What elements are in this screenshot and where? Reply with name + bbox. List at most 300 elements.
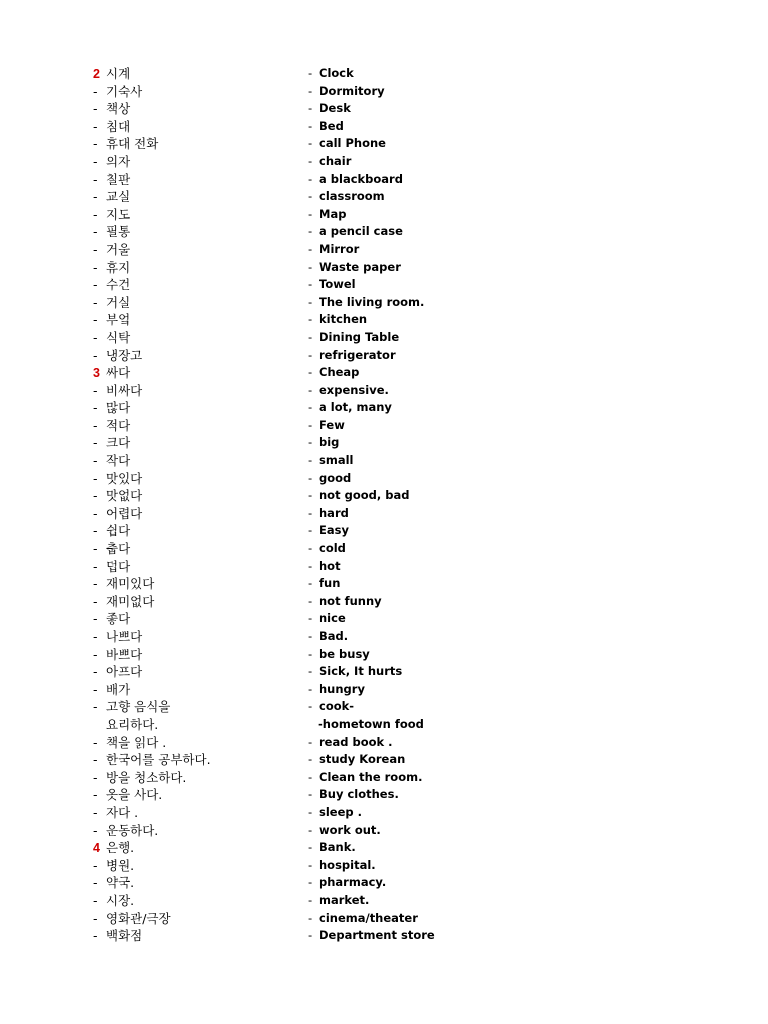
- bullet-dash: -: [308, 928, 313, 943]
- korean-term: [93, 399, 130, 417]
- korean-word: 작다: [106, 453, 131, 469]
- bullet-dash: -: [93, 259, 98, 275]
- bullet-dash: -: [308, 101, 313, 116]
- vocab-row: [0, 558, 768, 576]
- korean-word: 식탁: [106, 329, 131, 345]
- bullet-dash: -: [308, 558, 313, 573]
- bullet-dash: -: [93, 734, 98, 750]
- english-word: Dormitory: [319, 83, 385, 98]
- korean-term: [93, 698, 170, 716]
- korean-term: [93, 857, 134, 875]
- english-word: call Phone: [319, 136, 386, 151]
- english-word: not good, bad: [319, 488, 410, 503]
- korean-word: 교실: [106, 189, 131, 205]
- english-meaning: [308, 505, 349, 523]
- english-word: Bank.: [319, 840, 356, 855]
- english-word: refrigerator: [319, 347, 396, 362]
- bullet-dash: -: [93, 347, 98, 363]
- bullet-dash: -: [308, 488, 313, 503]
- english-word: pharmacy.: [319, 875, 387, 890]
- bullet-dash: -: [93, 558, 98, 574]
- korean-word: 냉장고: [106, 347, 143, 363]
- english-meaning: [308, 188, 385, 206]
- vocab-row: [0, 734, 768, 752]
- english-meaning: [308, 822, 381, 840]
- korean-word: 기숙사: [106, 83, 143, 99]
- english-word: Clock: [319, 66, 354, 80]
- korean-word: 요리하다.: [106, 716, 159, 732]
- english-word: Department store: [319, 928, 435, 943]
- vocab-row: [0, 487, 768, 505]
- korean-term: [93, 593, 154, 611]
- korean-term: [93, 452, 130, 470]
- korean-word: 부엌: [106, 312, 131, 328]
- bullet-dash: -: [93, 101, 98, 117]
- korean-word: 시계: [106, 66, 131, 81]
- bullet-dash: -: [308, 910, 313, 925]
- bullet-dash: -: [308, 629, 313, 643]
- bullet-dash: -: [93, 928, 98, 944]
- bullet-dash: -: [308, 505, 313, 520]
- korean-term: [93, 294, 130, 312]
- english-meaning: [308, 399, 392, 417]
- english-meaning: [308, 874, 386, 892]
- bullet-dash: -: [308, 892, 313, 907]
- english-word: chair: [319, 153, 352, 168]
- english-meaning: [308, 470, 351, 488]
- english-word: Bed: [319, 118, 344, 133]
- vocab-row: [0, 769, 768, 787]
- bullet-dash: -: [93, 171, 98, 187]
- english-meaning: [308, 892, 369, 910]
- vocab-row: [0, 118, 768, 136]
- english-meaning: [308, 839, 356, 857]
- korean-term: [93, 734, 166, 752]
- english-meaning: [308, 83, 385, 101]
- bullet-dash: -: [93, 664, 98, 680]
- korean-term: [93, 786, 162, 804]
- vocab-row: [0, 452, 768, 470]
- english-word: Bad.: [319, 629, 349, 643]
- korean-term: [93, 874, 134, 892]
- vocab-row: [0, 646, 768, 664]
- english-meaning: [308, 347, 396, 365]
- korean-term: [93, 751, 211, 769]
- english-meaning: [308, 540, 346, 558]
- english-word: Desk: [319, 101, 351, 116]
- bullet-dash: -: [308, 453, 313, 468]
- english-meaning: [308, 646, 370, 664]
- bullet-dash: -: [308, 611, 313, 626]
- bullet-dash: -: [93, 787, 98, 803]
- bullet-dash: -: [308, 417, 313, 432]
- korean-word: 옷을 사다.: [106, 787, 163, 803]
- english-meaning: [308, 118, 344, 136]
- english-word: cinema/theater: [319, 910, 418, 925]
- english-meaning: [308, 769, 422, 787]
- korean-term: [93, 65, 130, 84]
- korean-term: [93, 118, 130, 136]
- korean-word: 휴대 전화: [106, 136, 159, 152]
- korean-term: [93, 311, 130, 329]
- vocab-row: [0, 751, 768, 769]
- bullet-dash: -: [93, 910, 98, 926]
- bullet-dash: -: [308, 206, 313, 221]
- vocab-row: [0, 610, 768, 628]
- korean-term: [93, 259, 130, 277]
- vocab-row: [0, 575, 768, 593]
- vocab-row: [0, 188, 768, 206]
- vocab-row: [0, 857, 768, 875]
- vocab-row: [0, 522, 768, 540]
- korean-term: [93, 276, 130, 294]
- korean-word: 의자: [106, 153, 131, 169]
- korean-term: [93, 681, 130, 699]
- english-meaning: [308, 364, 359, 382]
- english-meaning: [308, 223, 403, 241]
- korean-term: [93, 540, 130, 558]
- korean-term: [93, 347, 142, 365]
- vocab-row-continuation: [0, 716, 768, 734]
- bullet-dash: -: [93, 875, 98, 891]
- english-meaning: [308, 206, 346, 224]
- english-meaning: [308, 259, 401, 277]
- bullet-dash: -: [308, 259, 313, 274]
- vocab-row: [0, 206, 768, 224]
- bullet-dash: -: [93, 646, 98, 662]
- english-meaning: [308, 135, 386, 153]
- bullet-dash: -: [308, 681, 313, 696]
- bullet-dash: -: [93, 435, 98, 451]
- english-meaning: [308, 927, 435, 945]
- korean-word: 한국어를 공부하다.: [106, 752, 211, 768]
- bullet-dash: -: [308, 365, 313, 380]
- vocab-row: [0, 434, 768, 452]
- vocab-row: [0, 663, 768, 681]
- korean-term: [93, 83, 142, 101]
- vocab-row: [0, 382, 768, 400]
- korean-term: [93, 716, 158, 734]
- bullet-dash: -: [93, 541, 98, 557]
- bullet-dash: -: [93, 488, 98, 504]
- korean-word: 비싸다: [106, 382, 143, 398]
- english-meaning: [308, 241, 359, 259]
- english-meaning: [308, 417, 345, 435]
- korean-word: 은행.: [106, 840, 135, 856]
- korean-word: 휴지: [106, 259, 131, 275]
- english-meaning: [308, 382, 389, 400]
- english-meaning: [308, 434, 339, 452]
- english-meaning: [308, 610, 346, 628]
- english-word: kitchen: [319, 312, 368, 327]
- bullet-dash: -: [308, 734, 313, 749]
- bullet-dash: -: [308, 224, 313, 239]
- bullet-dash: -: [93, 382, 98, 398]
- english-word: hungry: [319, 681, 365, 696]
- vocab-row: [0, 628, 768, 646]
- vocab-row: [0, 927, 768, 945]
- bullet-dash: -: [308, 593, 313, 608]
- korean-term: [93, 910, 171, 928]
- bullet-dash: -: [93, 400, 98, 416]
- english-meaning: [308, 681, 365, 699]
- korean-term: [93, 206, 130, 224]
- bullet-dash: -: [308, 189, 313, 204]
- bullet-dash: -: [93, 857, 98, 873]
- bullet-dash: -: [93, 83, 98, 99]
- bullet-dash: -: [93, 505, 98, 521]
- english-meaning: [308, 786, 399, 804]
- bullet-dash: -: [308, 646, 313, 661]
- bullet-dash: -: [93, 329, 98, 345]
- vocab-row: [0, 786, 768, 804]
- english-word: Sick, It hurts: [319, 664, 403, 679]
- english-meaning: [308, 558, 341, 576]
- vocab-row: [0, 892, 768, 910]
- english-meaning: [308, 857, 376, 875]
- korean-word: 아프다: [106, 664, 143, 680]
- korean-word: 재미없다: [106, 593, 155, 609]
- vocab-row: [0, 347, 768, 365]
- vocab-row: [0, 294, 768, 312]
- korean-word: 배가: [106, 681, 131, 697]
- english-meaning: [308, 522, 349, 540]
- english-meaning: [308, 153, 351, 171]
- vocab-row: [0, 364, 768, 382]
- korean-word: 덥다: [106, 558, 131, 574]
- bullet-dash: -: [93, 312, 98, 328]
- korean-term: [93, 417, 130, 435]
- korean-term: [93, 434, 130, 452]
- bullet-dash: -: [93, 153, 98, 169]
- english-word: hot: [319, 558, 341, 573]
- bullet-dash: -: [308, 541, 313, 556]
- vocab-row: [0, 83, 768, 101]
- korean-word: 방을 청소하다.: [106, 769, 187, 785]
- english-word: The living room.: [319, 294, 425, 309]
- korean-term: [93, 892, 134, 910]
- english-word: not funny: [319, 593, 382, 608]
- english-word: classroom: [319, 189, 385, 204]
- vocab-row: [0, 135, 768, 153]
- korean-term: [93, 153, 130, 171]
- english-word: Easy: [319, 523, 349, 538]
- korean-term: [93, 663, 142, 681]
- english-meaning: [308, 311, 367, 329]
- bullet-dash: -: [308, 576, 313, 591]
- vocab-row: [0, 399, 768, 417]
- bullet-dash: -: [93, 417, 98, 433]
- korean-word: 춥다: [106, 541, 131, 557]
- korean-word: 쉽다: [106, 523, 131, 539]
- bullet-dash: -: [308, 857, 313, 872]
- english-word: expensive.: [319, 382, 389, 397]
- korean-word: 운동하다.: [106, 822, 159, 838]
- bullet-dash: -: [93, 804, 98, 820]
- bullet-dash: -: [308, 118, 313, 133]
- bullet-dash: -: [308, 83, 313, 98]
- korean-term: [93, 505, 142, 523]
- bullet-dash: -: [308, 66, 313, 80]
- korean-word: 수건: [106, 277, 131, 293]
- section-number: 3: [93, 366, 100, 381]
- korean-term: [93, 769, 186, 787]
- english-word: hospital.: [319, 857, 376, 872]
- bullet-dash: -: [308, 787, 313, 802]
- english-meaning: [308, 663, 402, 681]
- korean-word: 거실: [106, 294, 131, 310]
- bullet-dash: -: [308, 523, 313, 538]
- bullet-dash: -: [308, 312, 313, 327]
- vocab-row: [0, 276, 768, 294]
- korean-term: [93, 241, 130, 259]
- bullet-dash: -: [93, 189, 98, 205]
- korean-word: 좋다: [106, 611, 131, 627]
- vocab-row: [0, 593, 768, 611]
- korean-term: [93, 135, 158, 153]
- bullet-dash: -: [93, 576, 98, 592]
- korean-word: 자다 .: [106, 804, 139, 820]
- vocab-row: [0, 822, 768, 840]
- bullet-dash: -: [93, 769, 98, 785]
- english-meaning: [308, 171, 403, 189]
- english-meaning: [308, 575, 340, 593]
- korean-term: [93, 364, 130, 383]
- bullet-dash: -: [308, 347, 313, 362]
- korean-word: 바쁘다: [106, 646, 143, 662]
- bullet-dash: -: [308, 752, 313, 767]
- english-word: study Korean: [319, 752, 406, 767]
- korean-term: [93, 804, 138, 822]
- vocab-row: [0, 910, 768, 928]
- english-word: Map: [319, 206, 347, 221]
- english-word: market.: [319, 892, 370, 907]
- korean-word: 크다: [106, 435, 131, 451]
- english-word: Buy clothes.: [319, 787, 399, 802]
- bullet-dash: -: [93, 593, 98, 609]
- english-meaning: [308, 329, 399, 347]
- section-number: 4: [93, 841, 100, 856]
- english-meaning: [308, 487, 409, 505]
- korean-word: 거울: [106, 241, 131, 257]
- bullet-dash: -: [308, 136, 313, 151]
- korean-term: [93, 522, 130, 540]
- vocab-row: [0, 171, 768, 189]
- korean-term: [93, 822, 158, 840]
- bullet-dash: -: [308, 804, 313, 819]
- english-meaning: [308, 65, 354, 83]
- english-word: Dining Table: [319, 329, 400, 344]
- korean-word: 시장.: [106, 892, 135, 908]
- bullet-dash: -: [308, 171, 313, 186]
- korean-word: 백화점: [106, 928, 143, 944]
- bullet-dash: -: [93, 206, 98, 222]
- korean-word: 맛있다: [106, 470, 143, 486]
- english-word: a lot, many: [319, 400, 392, 415]
- korean-word: 침대: [106, 118, 131, 134]
- english-meaning: [308, 751, 405, 769]
- bullet-dash: -: [93, 611, 98, 627]
- english-word: Few: [319, 417, 345, 432]
- bullet-dash: -: [93, 241, 98, 257]
- korean-word: 고향 음식을: [106, 699, 171, 715]
- english-word: be busy: [319, 646, 370, 661]
- english-word: cold: [319, 541, 346, 556]
- vocab-row: [0, 417, 768, 435]
- english-word: Clean the room.: [319, 769, 423, 784]
- bullet-dash: -: [308, 277, 313, 292]
- english-word: cook-: [319, 699, 355, 714]
- bullet-dash: -: [308, 840, 313, 855]
- bullet-dash: -: [308, 153, 313, 168]
- korean-word: 많다: [106, 400, 131, 416]
- bullet-dash: -: [93, 699, 98, 715]
- korean-term: [93, 628, 142, 646]
- korean-term: [93, 487, 142, 505]
- english-word: good: [319, 470, 352, 485]
- bullet-dash: -: [308, 294, 313, 309]
- vocab-row: [0, 65, 768, 83]
- korean-term: [93, 927, 142, 945]
- vocab-row: [0, 100, 768, 118]
- korean-word: 재미있다: [106, 576, 155, 592]
- bullet-dash: -: [308, 382, 313, 397]
- vocab-row: [0, 804, 768, 822]
- english-word: a blackboard: [319, 171, 403, 186]
- bullet-dash: -: [308, 329, 313, 344]
- bullet-dash: -: [308, 435, 313, 450]
- english-word: fun: [319, 576, 341, 591]
- korean-word: 약국.: [106, 875, 135, 891]
- english-word: Waste paper: [319, 259, 401, 274]
- bullet-dash: -: [93, 294, 98, 310]
- vocab-row: [0, 839, 768, 857]
- korean-term: [93, 329, 130, 347]
- english-word: big: [319, 435, 340, 450]
- bullet-dash: -: [93, 224, 98, 240]
- english-word: small: [319, 453, 354, 468]
- english-word: nice: [319, 611, 346, 626]
- korean-term: [93, 839, 134, 858]
- korean-term: [93, 575, 154, 593]
- vocab-row: [0, 505, 768, 523]
- bullet-dash: -: [308, 875, 313, 890]
- korean-word: 어렵다: [106, 505, 143, 521]
- bullet-dash: -: [93, 752, 98, 768]
- bullet-dash: -: [93, 892, 98, 908]
- english-word: Cheap: [319, 365, 360, 380]
- vocab-row: [0, 698, 768, 716]
- english-word: read book .: [319, 734, 393, 749]
- english-meaning: [308, 628, 348, 646]
- english-meaning: [308, 734, 393, 752]
- english-meaning: [308, 452, 353, 470]
- bullet-dash: -: [93, 470, 98, 486]
- english-word: a pencil case: [319, 224, 403, 239]
- bullet-dash: -: [308, 769, 313, 784]
- bullet-dash: -: [93, 523, 98, 539]
- vocab-row: [0, 153, 768, 171]
- bullet-dash: -: [93, 118, 98, 134]
- bullet-dash: -: [93, 629, 98, 644]
- korean-word: 책을 읽다 .: [106, 734, 167, 750]
- korean-term: [93, 558, 130, 576]
- vocabulary-list: [0, 65, 768, 945]
- english-meaning: -hometown food: [318, 716, 424, 731]
- vocab-row: [0, 681, 768, 699]
- bullet-dash: -: [308, 699, 313, 714]
- korean-term: [93, 382, 142, 400]
